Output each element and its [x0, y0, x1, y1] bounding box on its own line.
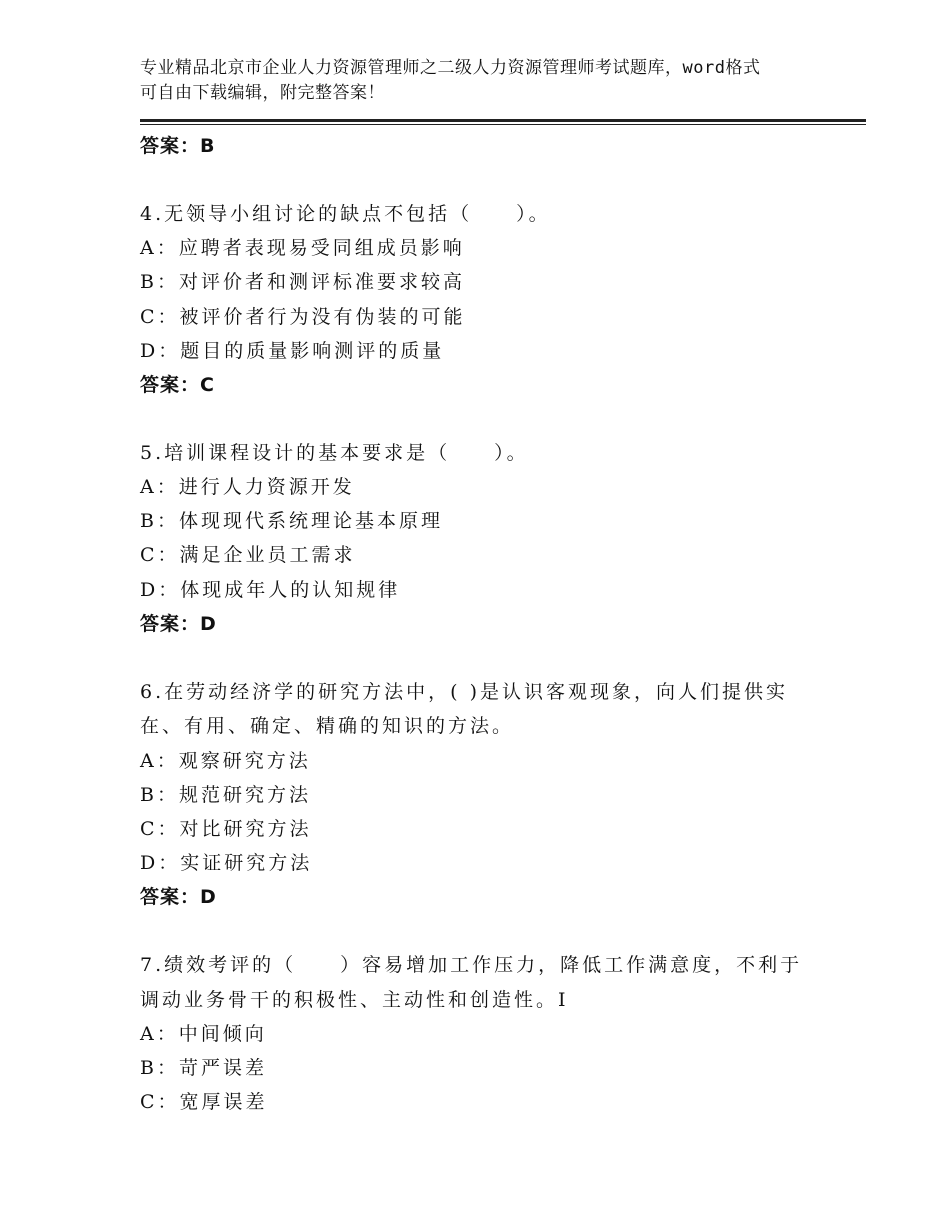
question-6-option-a: A：观察研究方法 [140, 750, 311, 772]
question-5-option-c: C：满足企业员工需求 [140, 544, 356, 566]
question-6-option-c: C：对比研究方法 [140, 818, 312, 840]
question-6-stem-line-2: 在、有用、确定、精确的知识的方法。 [140, 715, 515, 737]
answer-q3: 答案：B [140, 135, 216, 157]
question-7-option-c: C：宽厚误差 [140, 1091, 268, 1113]
question-6-stem-line-1: 6.在劳动经济学的研究方法中，( )是认识客观现象，向人们提供实 [140, 681, 788, 703]
question-6-option-d: D：实证研究方法 [140, 852, 313, 874]
answer-q5: 答案：D [140, 613, 217, 635]
document-header [140, 56, 820, 106]
question-5-stem: 5.培训课程设计的基本要求是（ ）。 [140, 442, 529, 464]
question-7-stem-line-1: 7.绩效考评的（ ）容易增加工作压力，降低工作满意度，不利于 [140, 954, 803, 976]
question-4-option-c: C：被评价者行为没有伪装的可能 [140, 306, 466, 328]
question-4-stem: 4.无领导小组讨论的缺点不包括（ ）。 [140, 203, 551, 225]
question-7-stem-line-2: 调动业务骨干的积极性、主动性和创造性。I [140, 989, 569, 1011]
question-4-option-d: D：题目的质量影响测评的质量 [140, 340, 445, 362]
question-7-option-b: B：苛严误差 [140, 1057, 267, 1079]
question-6-option-b: B：规范研究方法 [140, 784, 311, 806]
header-line-1: 专业精品北京市企业人力资源管理师之二级人力资源管理师考试题库，word格式 [140, 58, 761, 78]
header-divider-thick [140, 119, 866, 122]
question-4-option-a: A：应聘者表现易受同组成员影响 [140, 237, 465, 259]
question-7-option-a: A：中间倾向 [140, 1023, 267, 1045]
question-5-option-a: A：进行人力资源开发 [140, 476, 355, 498]
question-5-option-d: D：体现成年人的认知规律 [140, 579, 401, 601]
answer-q4: 答案：C [140, 374, 215, 396]
header-divider-thin [140, 124, 866, 125]
question-4-option-b: B：对评价者和测评标准要求较高 [140, 271, 465, 293]
header-line-2: 可自由下载编辑，附完整答案！ [140, 83, 385, 103]
question-5-option-b: B：体现现代系统理论基本原理 [140, 510, 443, 532]
answer-q6: 答案：D [140, 886, 217, 908]
